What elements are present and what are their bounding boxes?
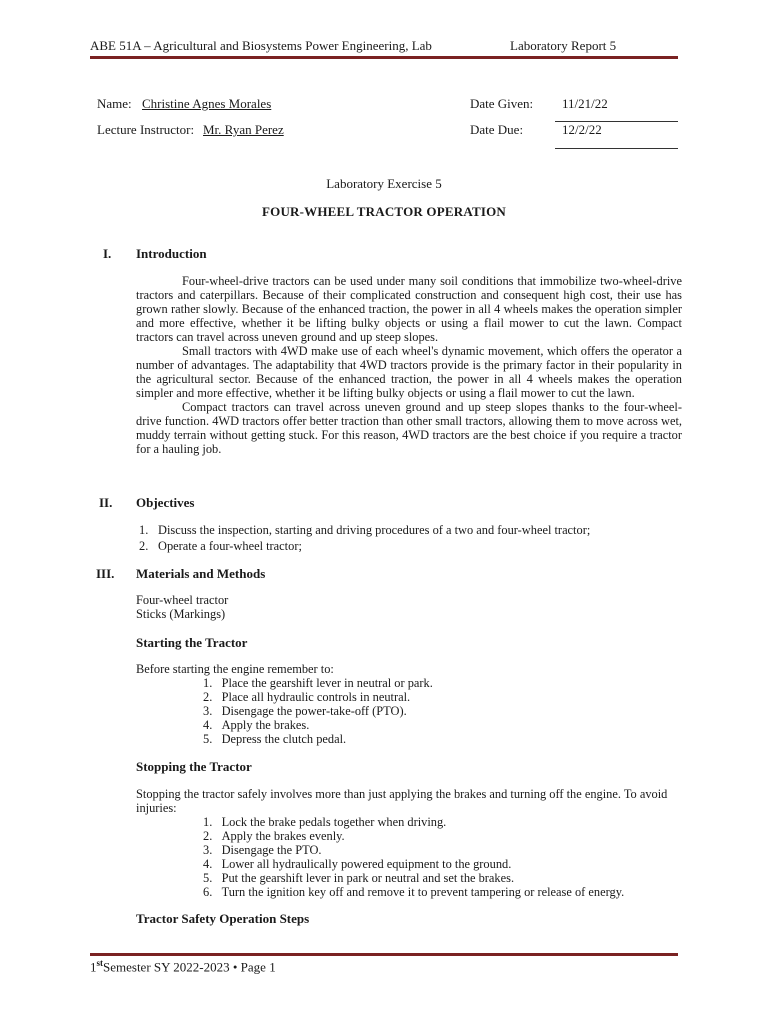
list-text: Lock the brake pedals together when driving.: [221, 815, 447, 829]
date-due-label: Date Due:: [470, 122, 524, 137]
list-text: Disengage the PTO.: [221, 843, 322, 857]
list-item: [203, 885, 624, 899]
list-text: Turn the ignition key off and remove it to prevent tampering or release of energy.: [221, 885, 625, 899]
starting-heading: Starting the Tractor: [136, 635, 248, 650]
date-due-value: 12/2/22: [562, 122, 602, 137]
name-label: Name:: [97, 96, 132, 111]
material-2: Sticks (Markings): [136, 607, 226, 621]
list-item: [203, 843, 624, 857]
footer-page-info: Semester SY 2022-2023 • Page 1: [103, 959, 276, 975]
list-number: 6.: [203, 885, 213, 899]
header-rule: [90, 56, 678, 59]
list-text: Depress the clutch pedal.: [221, 732, 347, 746]
date-given-value: 11/21/22: [562, 96, 608, 111]
safety-heading: Tractor Safety Operation Steps: [136, 911, 310, 926]
footer-superscript: st: [96, 958, 103, 968]
list-number: 5.: [203, 732, 213, 746]
list-number: 2.: [139, 539, 149, 553]
section-heading-intro: Introduction: [136, 246, 207, 261]
list-item: [203, 690, 433, 704]
list-text: Disengage the power-take-off (PTO).: [221, 704, 407, 718]
footer-semester-number: 1: [90, 959, 97, 975]
list-item: [203, 676, 433, 690]
exercise-label: Laboratory Exercise 5: [326, 176, 442, 191]
list-item: [203, 829, 624, 843]
list-text: Apply the brakes evenly.: [221, 829, 345, 843]
list-item: [203, 815, 624, 829]
date-given-label: Date Given:: [470, 96, 534, 111]
instructor-label: Lecture Instructor:: [97, 122, 195, 137]
intro-paragraph-3: Compact tractors can travel across uneven ground and up steep slopes thanks to the four-wheel-drive function. 4WD tractors offer better traction than other small tractors, allowing them to move across wet, muddy terrain without getting stuck. For this reason, 4WD tractors are the best choice if you require a tractor for a hauling job.: [136, 400, 682, 456]
intro-paragraph-2: Small tractors with 4WD make use of each wheel's dynamic movement, which offers the operator a number of advantages. The adaptability that 4WD tractors provide is the primary factor in their popularity in the agricultural sector. Because of the enhanced traction, the power in all 4 wheels makes the operation simpler and more effective, whether it be lifting bulky objects or using a flail mower to cut the lawn.: [136, 344, 682, 400]
name-value: Christine Agnes Morales: [142, 96, 272, 111]
page-title: FOUR-WHEEL TRACTOR OPERATION: [262, 204, 506, 219]
list-text: Place the gearshift lever in neutral or park.: [221, 676, 433, 690]
starting-intro: Before starting the engine remember to:: [136, 662, 334, 676]
list-number: 4.: [203, 857, 213, 871]
footer-text: [90, 958, 276, 975]
list-item: [203, 871, 624, 885]
list-number: 4.: [203, 718, 213, 732]
list-item: [203, 732, 433, 746]
footer-rule: [90, 953, 678, 956]
list-number: 3.: [203, 704, 213, 718]
course-title: ABE 51A – Agricultural and Biosystems Power Engineering, Lab: [90, 38, 432, 53]
list-item: [203, 718, 433, 732]
section-num-objectives: II.: [99, 495, 113, 510]
section-num-materials: III.: [96, 566, 115, 581]
list-text: Discuss the inspection, starting and driving procedures of a two and four-wheel tractor;: [158, 523, 591, 537]
list-item: [203, 704, 433, 718]
intro-paragraph-1: Four-wheel-drive tractors can be used under many soil conditions that immobilize two-wheel-drive tractors and caterpillars. Because of their complicated construction and consequent high cost, their use has grown rather slowly. Because of the enhanced traction, the power in all 4 wheels makes the operation simpler and more effective, whether it be lifting bulky objects or using a flail mower to cut the lawn. Compact tractors can travel across uneven ground and up steep slopes.: [136, 274, 682, 344]
list-number: 1.: [203, 676, 213, 690]
section-num-intro: I.: [103, 246, 112, 261]
objectives-list: [139, 523, 591, 555]
list-text: Lower all hydraulically powered equipment to the ground.: [221, 857, 512, 871]
section-heading-objectives: Objectives: [136, 495, 195, 510]
list-text: Operate a four-wheel tractor;: [158, 539, 302, 553]
list-item: [139, 523, 591, 539]
list-number: 1.: [139, 523, 149, 537]
material-1: Four-wheel tractor: [136, 593, 229, 607]
list-number: 1.: [203, 815, 213, 829]
intro-body: [136, 274, 682, 456]
list-text: Put the gearshift lever in park or neutral and set the brakes.: [221, 871, 515, 885]
list-item: [203, 857, 624, 871]
list-number: 3.: [203, 843, 213, 857]
stopping-heading: Stopping the Tractor: [136, 759, 252, 774]
date-due-line: [555, 148, 678, 149]
list-item: [139, 539, 302, 555]
list-number: 5.: [203, 871, 213, 885]
list-text: Place all hydraulic controls in neutral.: [221, 690, 411, 704]
stopping-list: [203, 815, 624, 899]
starting-list: [203, 676, 433, 746]
list-text: Apply the brakes.: [221, 718, 310, 732]
stopping-intro: Stopping the tractor safely involves more than just applying the brakes and turning off the engine. To avoid injuries:: [136, 787, 668, 815]
report-title: Laboratory Report 5: [510, 38, 617, 53]
list-number: 2.: [203, 690, 213, 704]
instructor-value: Mr. Ryan Perez: [203, 122, 284, 137]
section-heading-materials: Materials and Methods: [136, 566, 266, 581]
list-number: 2.: [203, 829, 213, 843]
